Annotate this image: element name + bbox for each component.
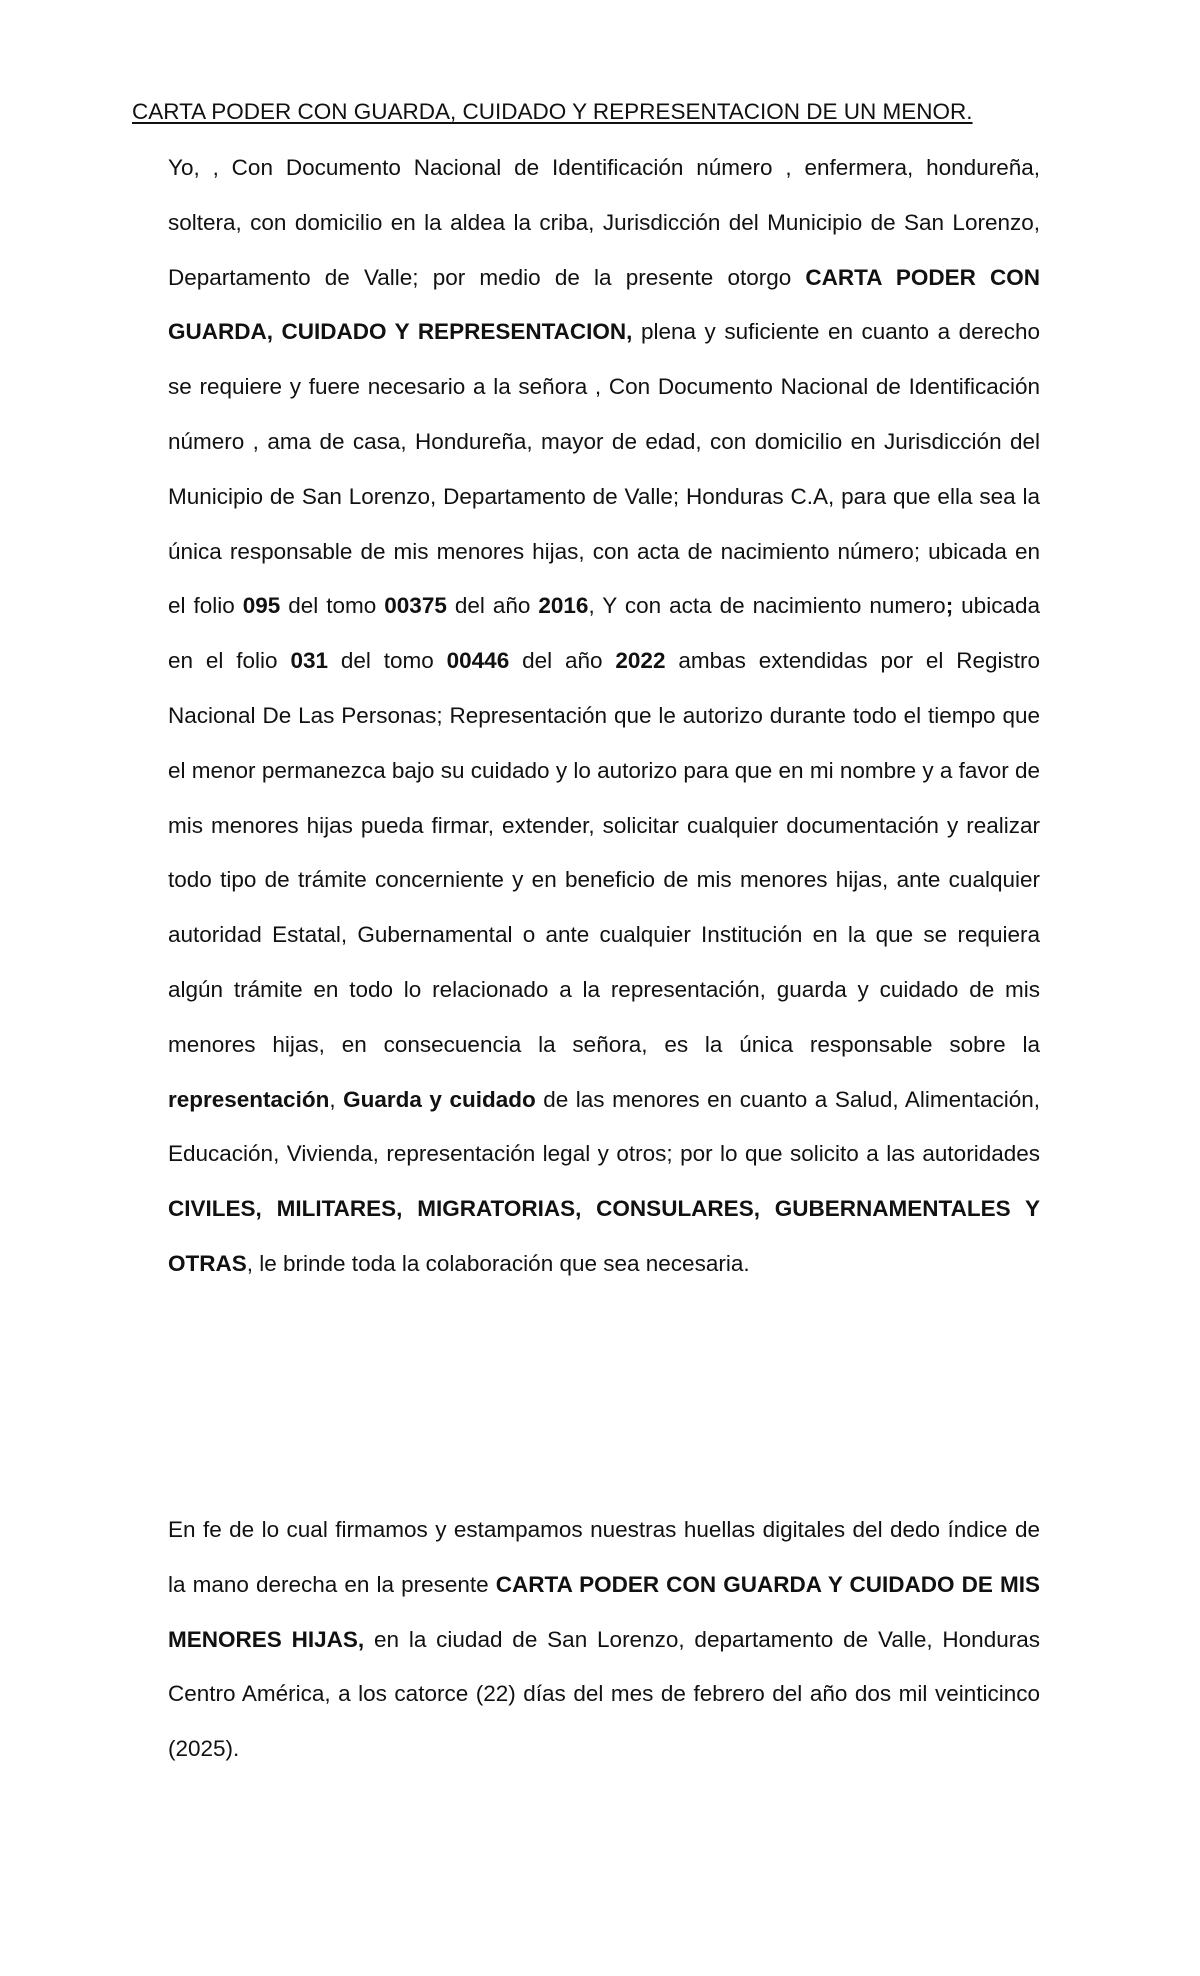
text-run: En fe de lo cual firmamos y estampamos nuestras huellas digitales del dedo índice de la mano derecha en la presente — [168, 1517, 1040, 1597]
document-title: CARTA PODER CON GUARDA, CUIDADO Y REPRESENTACION DE UN MENOR. — [132, 99, 973, 124]
bold-text-run: Guarda y cuidado — [343, 1086, 536, 1112]
text-run: del año — [509, 648, 616, 674]
bold-text-run: CIVILES, MILITARES, MIGRATORIAS, CONSULARES, GUBERNAMENTALES Y OTRAS — [168, 1196, 1040, 1276]
text-run: de las menores en cuanto a Salud, Alimentación, Educación, Vivienda, representación legal y otros; por lo que solicito a las autoridades — [168, 1086, 1040, 1167]
text-run: ambas extendidas por el Registro Nacional De Las Personas; Representación que le autorizo durante todo el tiempo que el menor permanezca bajo su cuidado y lo autorizo para que en mi nombre y a favor de mis menores hijas pueda firmar, extender, solicitar cualquier documentación y realizar todo tipo de trámite concerniente y en beneficio de mis menores hijas, ante cualquier autoridad Estatal, Gubernamental o ante cualquier Institución en la que se requiera algún trámite en todo lo relacionado a la representación, guarda y cuidado de mis menores hijas, en consecuencia la señora, es la única responsable sobre la — [168, 648, 1040, 1057]
bold-text-run: 2022 — [615, 648, 666, 674]
text-run: , — [329, 1086, 344, 1112]
text-run: , Y con acta de nacimiento numero — [588, 593, 946, 619]
text-run: Yo, , Con Documento Nacional de Identificación número , enfermera, hondureña, soltera, con domicilio en la aldea la criba, Jurisdicción del Municipio de San Lorenzo, Departamento de Valle; por medio de la presente otorgo — [168, 155, 1040, 290]
bold-text-run: 00446 — [446, 648, 510, 674]
text-run: del tomo — [327, 648, 447, 674]
body-paragraph-authorization — [168, 141, 1040, 1292]
bold-text-run: ; — [945, 593, 954, 619]
text-run: en la ciudad de San Lorenzo, departamento de Valle, Honduras Centro América, a los catorce (22) días del mes de febrero del año dos mil veinticinco (2025). — [168, 1626, 1040, 1762]
body-paragraph-closing — [168, 1503, 1040, 1777]
text-run: ubicada en el folio — [168, 593, 1040, 674]
bold-text-run: CARTA PODER CON GUARDA, CUIDADO Y REPRESENTACION, — [168, 264, 1041, 345]
bold-text-run: CARTA PODER CON GUARDA Y CUIDADO DE MIS MENORES HIJAS, — [168, 1571, 1040, 1652]
bold-text-run: 2016 — [538, 593, 589, 619]
text-run: plena y suficiente en cuanto a derecho se requiere y fuere necesario a la señora , Con Documento Nacional de Identificación número , ama de casa, Hondureña, mayor de edad, con domicilio en Jurisdicción del Municipio de San Lorenzo, Departamento de Valle; Honduras C.A, para que ella sea la única responsable de mis menores hijas, con acta de nacimiento número; ubicada en el folio — [168, 319, 1040, 619]
text-run: , le brinde toda la colaboración que sea necesaria. — [246, 1250, 750, 1276]
bold-text-run: 095 — [242, 593, 281, 619]
bold-text-run: 00375 — [384, 593, 447, 619]
text-run: del año — [446, 593, 539, 619]
text-run: del tomo — [280, 593, 385, 619]
bold-text-run: 031 — [290, 648, 328, 674]
bold-text-run: representación — [168, 1086, 330, 1112]
